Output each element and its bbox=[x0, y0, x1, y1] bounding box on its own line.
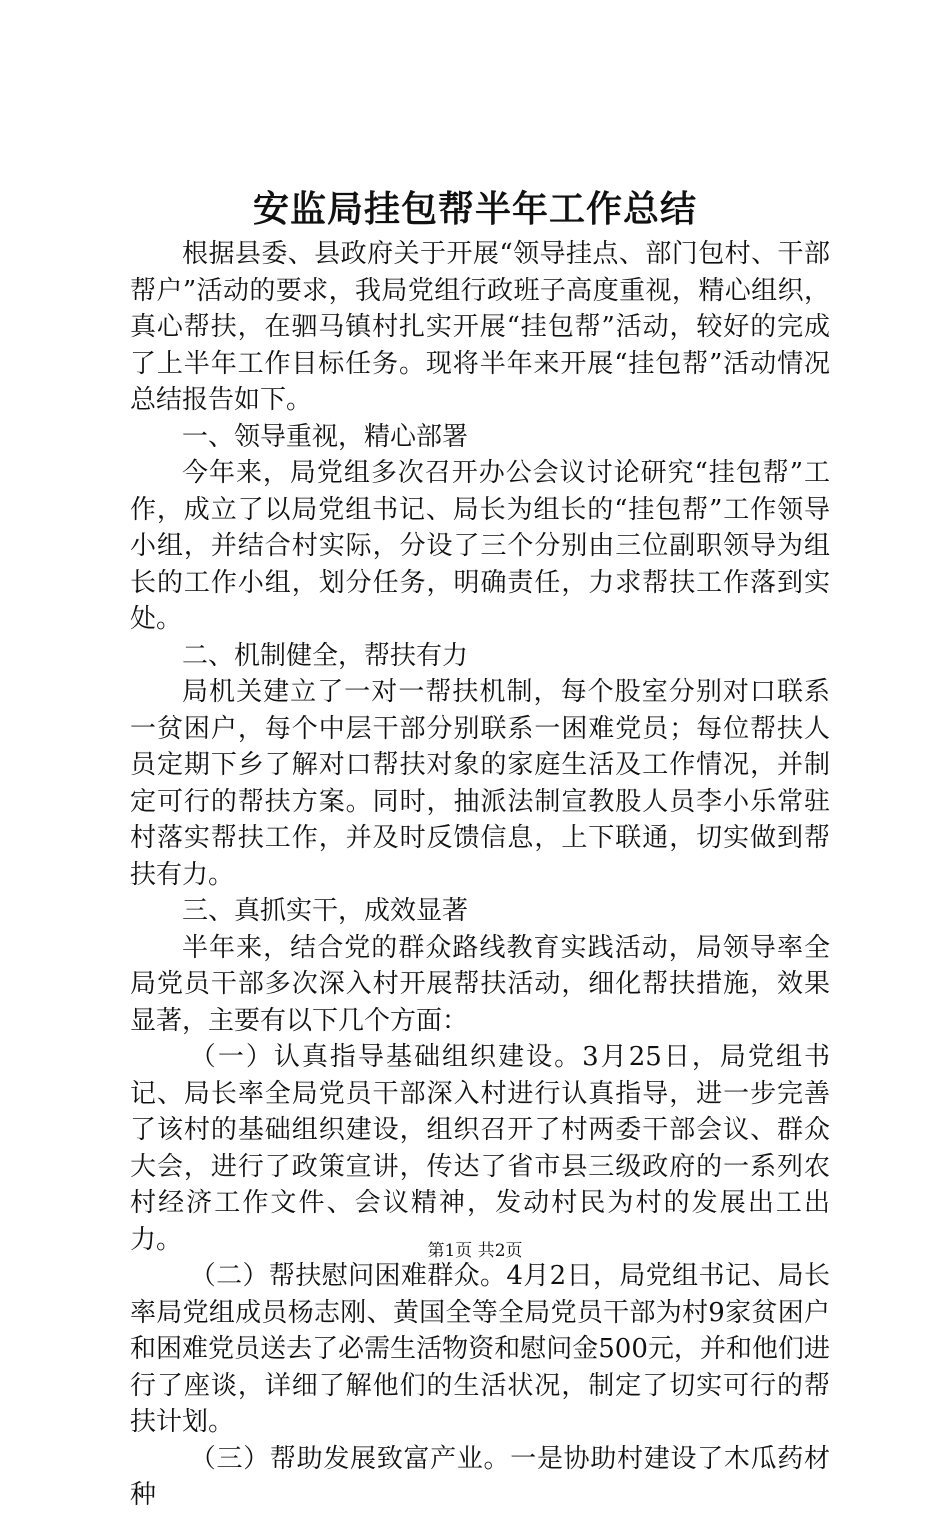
intro-paragraph: 根据县委、县政府关于开展“领导挂点、部门包村、干部帮户”活动的要求，我局党组行政班子高度重视，精心组织，真心帮扶，在驷马镇村扎实开展“挂包帮”活动，较好的完成了上半年工作目标任务。现将半年来开展“挂包帮”活动情况总结报告如下。 bbox=[130, 239, 830, 415]
section-1-heading: 一、领导重视，精心部署 bbox=[182, 421, 469, 452]
section-2-heading: 二、机制健全，帮扶有力 bbox=[182, 640, 469, 671]
document-title: 安监局挂包帮半年工作总结 bbox=[252, 188, 697, 230]
item-2-paragraph: （二）帮扶慰问困难群众。4月2日，局党组书记、局长率局党组成员杨志刚、黄国全等全局党员干部为村9家贫困户和困难党员送去了必需生活物资和慰问金500元，并和他们进行了座谈，详细了解他们的生活状况，制定了切实可行的帮扶计划。 bbox=[130, 1261, 830, 1437]
section-1-paragraph: 今年来，局党组多次召开办公会议讨论研究“挂包帮”工作，成立了以局党组书记、局长为组长的“挂包帮”工作领导小组，并结合村实际，分设了三个分别由三位副职领导为组长的工作小组，划分任务，明确责任，力求帮扶工作落到实处。 bbox=[130, 458, 830, 634]
section-3-heading: 三、真抓实干，成效显著 bbox=[182, 896, 469, 926]
item-3-paragraph: （三）帮助发展致富产业。一是协助村建设了木瓜药材种 bbox=[130, 1443, 830, 1510]
page-footer: 第1页 共2页 bbox=[427, 1241, 523, 1261]
section-3-paragraph: 半年来，结合党的群众路线教育实践活动，局领导率全局党员干部多次深入村开展帮扶活动，细化帮扶措施，效果显著，主要有以下几个方面： bbox=[130, 932, 830, 1036]
document-body bbox=[130, 236, 830, 1514]
item-1-paragraph: （一）认真指导基础组织建设。3月25日，局党组书记、局长率全局党员干部深入村进行认真指导，进一步完善了该村的基础组织建设，组织召开了村两委干部会议、群众大会，进行了政策宣讲，传达了省市县三级政府的一系列农村经济工作文件、会议精神，发动村民为村的发展出工出力。 bbox=[130, 1042, 830, 1255]
section-2-paragraph: 局机关建立了一对一帮扶机制，每个股室分别对口联系一贫困户，每个中层干部分别联系一困难党员；每位帮扶人员定期下乡了解对口帮扶对象的家庭生活及工作情况，并制定可行的帮扶方案。同时，抽派法制宣教股人员李小乐常驻村落实帮扶工作，并及时反馈信息，上下联通，切实做到帮扶有力。 bbox=[130, 677, 830, 890]
